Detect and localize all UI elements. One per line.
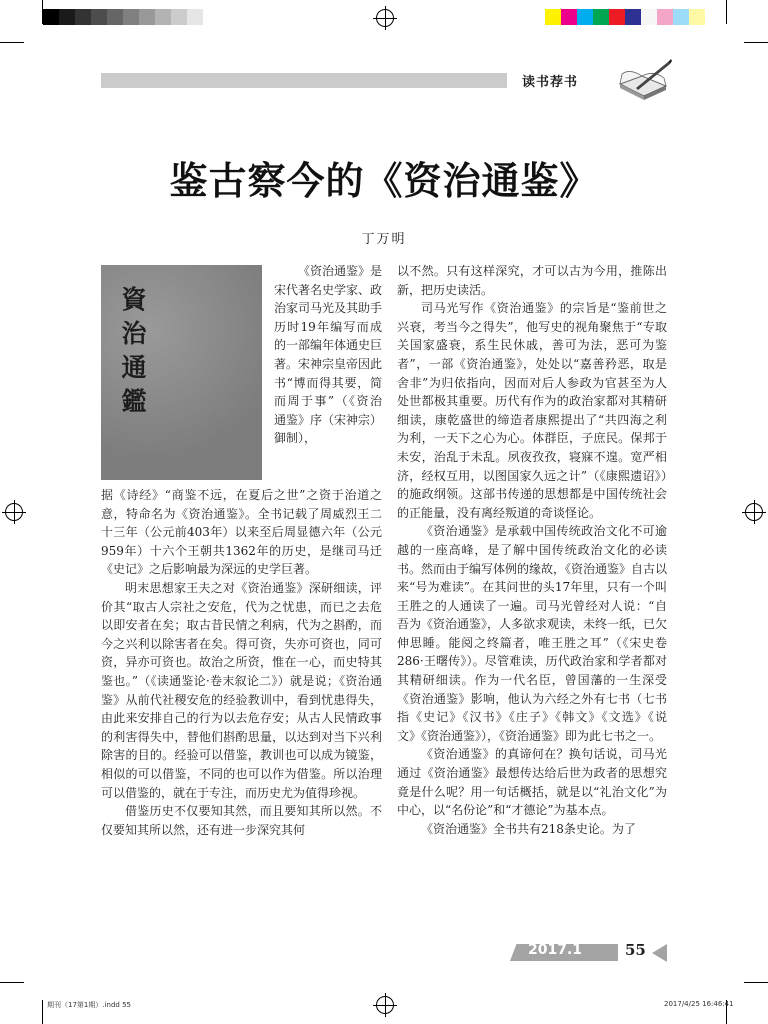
print-slug-file: 期刊（17第1期）.indd 55 — [47, 1001, 131, 1009]
article-author: 丁万明 — [361, 232, 407, 247]
crop-mark — [726, 0, 727, 24]
open-book-with-pen-icon — [616, 58, 672, 100]
cover-calligraphy: 資 治 通 鑑 — [121, 285, 147, 416]
left-column — [101, 486, 382, 839]
book-cover-image — [101, 265, 262, 480]
paragraph: 以不然。只有这样深究，才可以古为今用，推陈出新，把历史读活。 — [397, 264, 667, 297]
grayscale-calibration-bar — [43, 9, 203, 25]
page-number: 55 — [625, 941, 646, 959]
registration-mark-icon — [745, 503, 763, 521]
section-label: 读书荐书 — [522, 75, 579, 90]
paragraph: 据《诗经》“商鉴不远，在夏后之世”之资于治道之意，特命名为《资治通鉴》。全书记载了周威烈王二十三年（公元前403年）以来至后周显德六年（公元959年）十六个王朝共1362年的历史，是继司马迁《史记》之后影响最为深远的史学巨著。 — [101, 488, 382, 577]
paragraph: 明末思想家王夫之对《资治通鉴》深研细读，评价其“取古人宗社之安危，代为之忧患，而已之去危以即安者在矣；取古昔民情之利病，代为之斟酌，而今之兴利以除害者在矣。得可资，失亦可资也，同可资，异亦可资也。故治之所资，惟在一心，而史特其鉴也。”（《读通鉴论·卷末叙论二》）就是说；《资治通鉴》从前代社稷安危的经验教训中，看到忧患得失，由此来安排自己的行为以去危存安；从古人民情政事的利害得失中，替他们斟酌思量，以达到对当下兴利除害的目的。经验可以借鉴，教训也可以成为镜鉴，相似的可以借鉴，不同的也可以作为借鉴。所以治理可以借鉴的，就在于专注，而历史尤为值得珍视。 — [101, 580, 382, 800]
crop-mark — [744, 42, 768, 43]
paragraph: 《资治通鉴》的真谛何在？换句话说，司马光通过《资治通鉴》最想传达给后世为政者的思想究竟是什么呢？用一句话概括，就是以“礼治文化”为中心，以“名份论”和“才德论”为基本点。 — [397, 747, 667, 818]
page-arrow-icon — [652, 944, 667, 962]
paragraph: 司马光写作《资治通鉴》的宗旨是“鉴前世之兴衰，考当今之得失”，他写史的视角聚焦于“专取关国家盛衰，系生民休戚，善可为法，恶可为鉴者”，一部《资治通鉴》，处处以“嘉善矜恶，取是舍非”为归依指向，因而对后人参政为官甚至为人处世都极其重要。历代有作为的政治家都对其精研细读，康乾盛世的缔造者康熙提出了“共四海之利为利，一天下之心为心。体群臣，子庶民。保邦于未安，治乱于未乱。夙夜孜孜，寝寐不遑。宽严相济，经权互用，以图国家久远之计”（《康熙遗诏》）的施政纲领。这部书传递的思想都是中国传统社会的正能量，没有离经叛道的奇谈怪论。 — [397, 301, 667, 520]
registration-mark-icon — [376, 996, 394, 1014]
registration-mark-icon — [376, 9, 394, 27]
right-column — [397, 262, 667, 838]
issue-number: 2017.1 — [528, 942, 583, 958]
paragraph: 借鉴历史不仅要知其然，而且要知其所以然。不仅要知其所以然，还有进一步深究其何 — [101, 804, 382, 837]
color-calibration-bar — [545, 9, 705, 25]
crop-mark — [0, 42, 24, 43]
paragraph: 《资治通鉴》是宋代著名史学家、政治家司马光及其助手历时19年编写而成的一部编年体通史巨著。宋神宗皇帝因此书“博而得其要，简而周于事”（《资治通鉴》序（宋神宗）御制）， — [274, 264, 383, 446]
paragraph: 《资治通鉴》全书共有218条史论。为了 — [421, 821, 636, 836]
crop-mark — [0, 982, 24, 983]
article-title: 鉴古察今的《资治通鉴》 — [169, 159, 599, 203]
crop-mark — [744, 982, 768, 983]
intro-paragraph — [274, 262, 382, 448]
crop-mark — [42, 1000, 43, 1024]
header-bar — [101, 73, 507, 88]
registration-mark-icon — [5, 503, 23, 521]
print-slug-timestamp: 2017/4/25 16:46:41 — [664, 1000, 734, 1008]
paragraph: 《资治通鉴》是承载中国传统政治文化不可逾越的一座高峰，是了解中国传统政治文化的必读书。然而由于编写体例的缘故，《资治通鉴》自古以来“号为难读”。在其问世的头17年里，只有一个叫王胜之的人通读了一遍。司马光曾经对人说：“自吾为《资治通鉴》，人多欲求观读，未终一纸，已欠伸思睡。能阅之终篇者，唯王胜之耳”（《宋史卷286·王曙传》）。尽管难读，历代政治家和学者都对其精研细读。作为一代名臣，曾国藩的一生深受《资治通鉴》影响，他认为六经之外有七书（七书指《史记》《汉书》《庄子》《韩文》《文选》《说文》《资治通鉴》），《资治通鉴》即为此七书之一。 — [397, 524, 668, 743]
